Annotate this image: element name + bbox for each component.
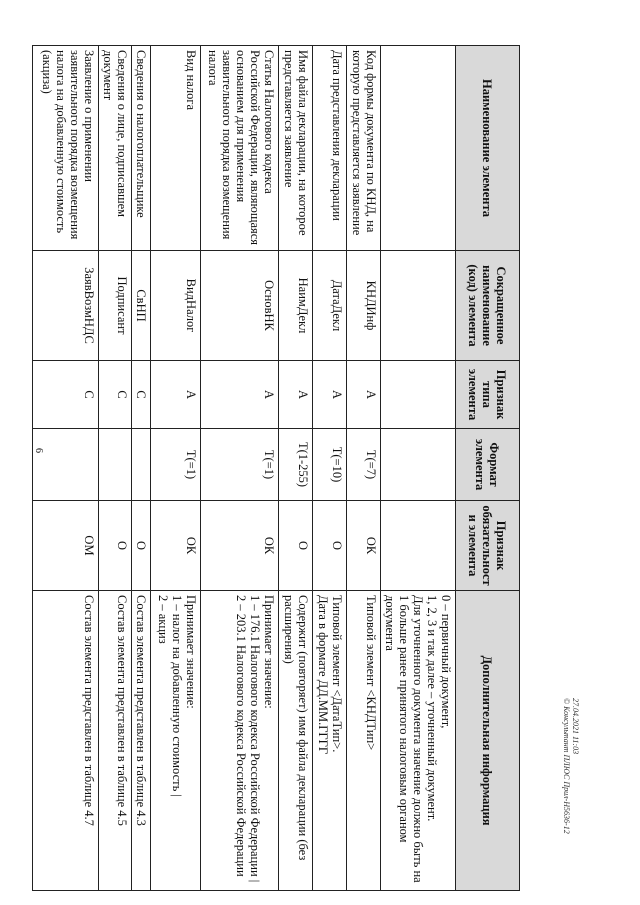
header-element-name: Наименование элемента (456, 46, 520, 251)
cell-required: О (99, 501, 132, 591)
cell-code: Подписант (99, 251, 132, 361)
cell-code: СвНП (132, 251, 151, 361)
table-row (132, 46, 151, 891)
elements-table (32, 45, 520, 891)
cell-format (132, 429, 151, 501)
cell-code: ЗаявВозмНДС (33, 251, 99, 361)
header-element-required: Признак обязательности элемента (456, 501, 520, 591)
cell-info: Принимает значение: 1 – 176.1 Налогового кодекса Российской Федерации | 2 – 203.1 Налогового кодекса Российской Федерации (201, 591, 279, 891)
rotated-table-container (40, 45, 520, 890)
cell-info: Принимает значение: 1 – налог на добавленную стоимость | 2 – акциз (151, 591, 201, 891)
cell-name: Дата представления декларации (313, 46, 347, 251)
cell-format: T(=1) (201, 429, 279, 501)
table-row (381, 46, 456, 891)
cell-type: А (347, 361, 381, 429)
cell-required: ОМ (33, 501, 99, 591)
cell-info: Состав элемента представлен в таблице 4.7 (33, 591, 99, 891)
table-row (279, 46, 313, 891)
table-row (201, 46, 279, 891)
cell-format (99, 429, 132, 501)
cell-format: T(=7) (347, 429, 381, 501)
cell-info: 0 – первичный документ, 1, 2, 3 и так далее – уточненный документ. Для уточненного документа значение должно быть на 1 больше ранее принятого налоговым органом документа (381, 591, 456, 891)
cell-format: T(1-255) (279, 429, 313, 501)
cell-format (33, 429, 99, 501)
cell-type: А (313, 361, 347, 429)
header-element-code: Сокращенное наименование (код) элемента (456, 251, 520, 361)
cell-name: Заявление о применении заявительного порядка возмещения налога на добавленную стоимость (акциза) (33, 46, 99, 251)
cell-type: С (33, 361, 99, 429)
cell-type: С (99, 361, 132, 429)
cell-code: НаимДекл (279, 251, 313, 361)
cell-required: О (132, 501, 151, 591)
table-row (33, 46, 99, 891)
cell-format: T(=1) (151, 429, 201, 501)
cell-type: А (279, 361, 313, 429)
cell-info: Состав элемента представлен в таблице 4.3 (132, 591, 151, 891)
cell-name (381, 46, 456, 251)
table-row (99, 46, 132, 891)
cell-name: Код формы документа по КНД, на которую представляется заявление (347, 46, 381, 251)
cell-code: ОсновНК (201, 251, 279, 361)
header-element-format: Формат элемента (456, 429, 520, 501)
cell-info: Содержит (повторяет) имя файла декларации (без расширения) (279, 591, 313, 891)
cell-name: Сведения о налогоплательщике (132, 46, 151, 251)
cell-format (381, 429, 456, 501)
cell-code: ДатаДекл (313, 251, 347, 361)
cell-required: ОК (151, 501, 201, 591)
cell-required: О (279, 501, 313, 591)
cell-required (381, 501, 456, 591)
footer-line-1: 27.04.2021 11:03 (571, 698, 580, 755)
footer-stamp (562, 698, 580, 834)
cell-type: А (151, 361, 201, 429)
cell-name: Статья Налогового кодекса Российской Федерации, являющаяся основанием для применения заявительного порядка возмещения налога (201, 46, 279, 251)
cell-type: С (132, 361, 151, 429)
cell-info: Типовой элемент <КНДТип> (347, 591, 381, 891)
table-header-row (456, 46, 520, 891)
cell-info: Типовой элемент <ДатаТип>. Дата в формате ДД.ММ.ГГГГ (313, 591, 347, 891)
header-element-type: Признак типа элемента (456, 361, 520, 429)
cell-required: ОК (347, 501, 381, 591)
footer-line-2: © Консультант ПЛЮС Прил-Н5636-12 (562, 698, 571, 834)
cell-info: Состав элемента представлен в таблице 4.5 (99, 591, 132, 891)
cell-name: Сведения о лице, подписавшем документ (99, 46, 132, 251)
table-row (151, 46, 201, 891)
cell-code: КНДИнф (347, 251, 381, 361)
cell-required: ОК (201, 501, 279, 591)
cell-name: Вид налога (151, 46, 201, 251)
header-additional-info: Дополнительная информация (456, 591, 520, 891)
table-row (347, 46, 381, 891)
table-row (313, 46, 347, 891)
cell-name: Имя файла декларации, на которое представляется заявление (279, 46, 313, 251)
cell-required: О (313, 501, 347, 591)
cell-format: T(=10) (313, 429, 347, 501)
cell-type (381, 361, 456, 429)
cell-type: А (201, 361, 279, 429)
page-number: 6 (33, 448, 44, 453)
cell-code (381, 251, 456, 361)
cell-code: ВидНалог (151, 251, 201, 361)
